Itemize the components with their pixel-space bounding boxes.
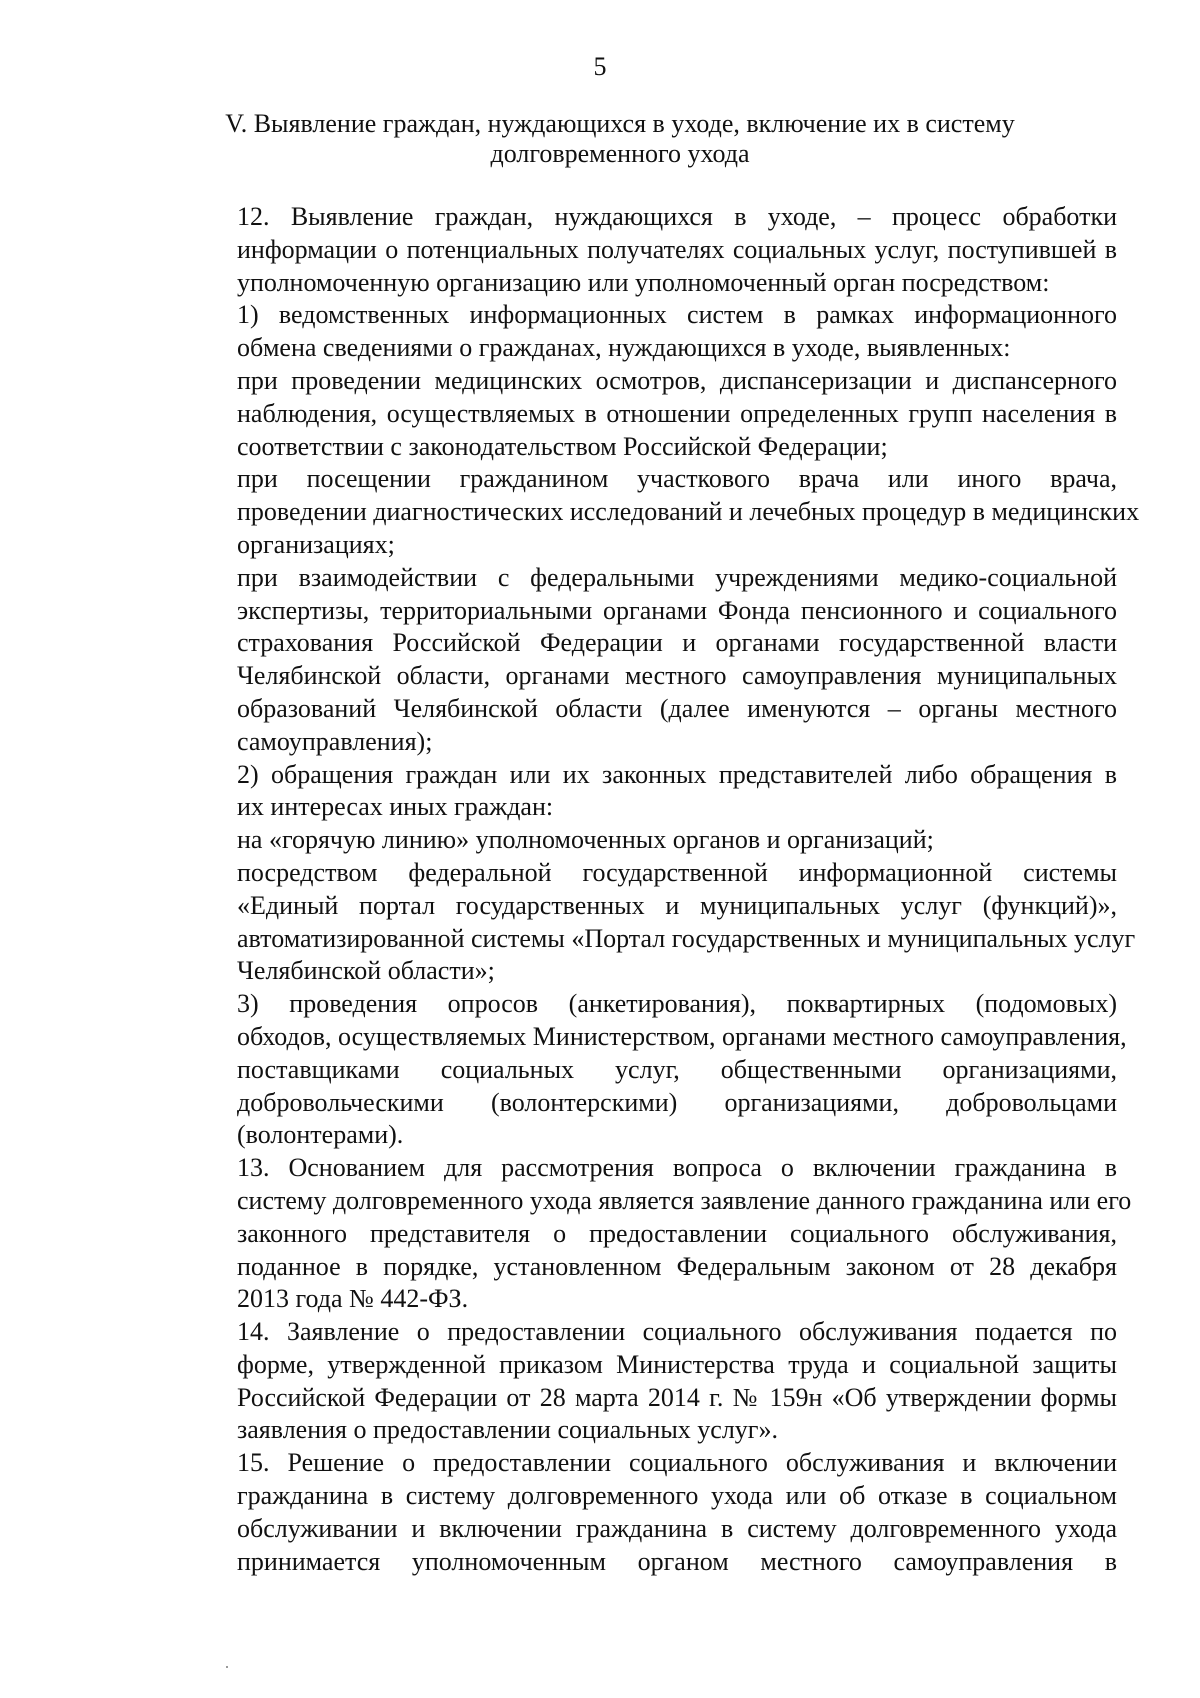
paragraph-12-item-2 — [167, 759, 1117, 825]
text-line: самоуправления); — [237, 726, 433, 756]
text-line: добровольческими (волонтерскими) организациями, добровольцами — [237, 1087, 1117, 1117]
text-line: экспертизы, территориальными органами Фонда пенсионного и социального — [237, 595, 1117, 625]
text-line: 3) проведения опросов (анкетирования), поквартирных (подомовых) — [237, 989, 1117, 1019]
text-line: заявления о предоставлении социальных услуг». — [237, 1415, 778, 1445]
text-line: Российской Федерации от 28 марта 2014 г. № 159н «Об утверждении формы — [237, 1382, 1117, 1412]
text-line: «Единый портал государственных и муниципальных услуг (функций)», — [237, 890, 1117, 920]
text-line: 2) обращения граждан или их законных представителей либо обращения в — [237, 759, 1117, 789]
text-line: 12. Выявление граждан, нуждающихся в уходе, – процесс обработки — [237, 202, 1117, 231]
text-line: поставщиками социальных услуг, общественными организациями, — [237, 1054, 1117, 1084]
section-title — [160, 109, 1080, 169]
text-line: посредством федеральной государственной информационной системы — [237, 857, 1117, 887]
text-line: 15. Решение о предоставлении социального обслуживания и включении — [237, 1448, 1117, 1478]
paragraph-12-item-1b — [167, 463, 1140, 561]
text-line: Челябинской области»; — [237, 956, 495, 986]
text-line: на «горячую линию» уполномоченных органов и организаций; — [237, 825, 934, 855]
paragraph-12-item-1c — [167, 562, 1117, 759]
text-line: организациях; — [237, 529, 395, 559]
page-number: 5 — [593, 52, 607, 81]
paragraph-12-item-3 — [167, 988, 1127, 1152]
text-line: их интересах иных граждан: — [237, 792, 554, 822]
paragraph-15 — [167, 1447, 1117, 1578]
text-line: законного представителя о предоставлении социального обслуживания, — [237, 1218, 1117, 1248]
text-line: информации о потенциальных получателях социальных услуг, поступившей в — [237, 234, 1117, 264]
paragraph-14 — [167, 1316, 1117, 1447]
text-line: страхования Российской Федерации и органами государственной власти — [237, 628, 1117, 658]
text-line: Челябинской области, органами местного самоуправления муниципальных — [237, 661, 1117, 691]
text-line: принимается уполномоченным органом местного самоуправления в — [237, 1546, 1117, 1576]
text-line: 1) ведомственных информационных систем в рамках информационного — [237, 300, 1117, 330]
document-body — [167, 201, 1140, 1578]
text-line: 13. Основанием для рассмотрения вопроса о включении гражданина в — [237, 1153, 1117, 1183]
paragraph-12-item-1a — [167, 365, 1117, 463]
text-line: проведении диагностических исследований и лечебных процедур в медицинских — [237, 497, 1140, 527]
text-line: гражданина в систему долговременного ухода или об отказе в социальном — [237, 1481, 1117, 1511]
paragraph-12-item-2a — [167, 824, 1117, 857]
text-line: поданное в порядке, установленном Федеральным законом от 28 декабря — [237, 1251, 1117, 1281]
text-line: форме, утвержденной приказом Министерства труда и социальной защиты — [237, 1349, 1117, 1379]
text-line: (волонтерами). — [237, 1120, 404, 1150]
section-title-line: долговременного ухода — [490, 139, 750, 168]
paragraph-12-item-2b — [167, 857, 1136, 988]
paragraph-12-item-1 — [167, 299, 1117, 365]
paragraph-13 — [167, 1152, 1132, 1316]
text-line: при проведении медицинских осмотров, диспансеризации и диспансерного — [237, 365, 1117, 395]
text-line: обмена сведениями о гражданах, нуждающихся в уходе, выявленных: — [237, 333, 1011, 363]
paragraph-12 — [167, 201, 1117, 299]
text-line: образований Челябинской области (далее именуются – органы местного — [237, 693, 1117, 723]
text-line: 14. Заявление о предоставлении социального обслуживания подается по — [237, 1317, 1117, 1347]
text-line: 2013 года № 442-ФЗ. — [237, 1284, 469, 1314]
text-line: систему долговременного ухода является заявление данного гражданина или его — [237, 1185, 1132, 1215]
section-title-line: V. Выявление граждан, нуждающихся в уходе, включение их в систему — [225, 109, 1015, 138]
text-line: соответствии с законодательством Российской Федерации; — [237, 431, 888, 461]
text-line: обходов, осуществляемых Министерством, органами местного самоуправления, — [237, 1021, 1127, 1051]
scan-speck — [226, 1666, 228, 1668]
text-line: при взаимодействии с федеральными учреждениями медико-социальной — [237, 562, 1117, 592]
text-line: автоматизированной системы «Портал государственных и муниципальных услуг — [237, 923, 1136, 953]
text-line: при посещении гражданином участкового врача или иного врача, — [237, 464, 1117, 494]
text-line: обслуживании и включении гражданина в систему долговременного ухода — [237, 1513, 1117, 1543]
text-line: наблюдения, осуществляемых в отношении определенных групп населения в — [237, 398, 1117, 428]
text-line: уполномоченную организацию или уполномоченный орган посредством: — [237, 267, 1050, 297]
